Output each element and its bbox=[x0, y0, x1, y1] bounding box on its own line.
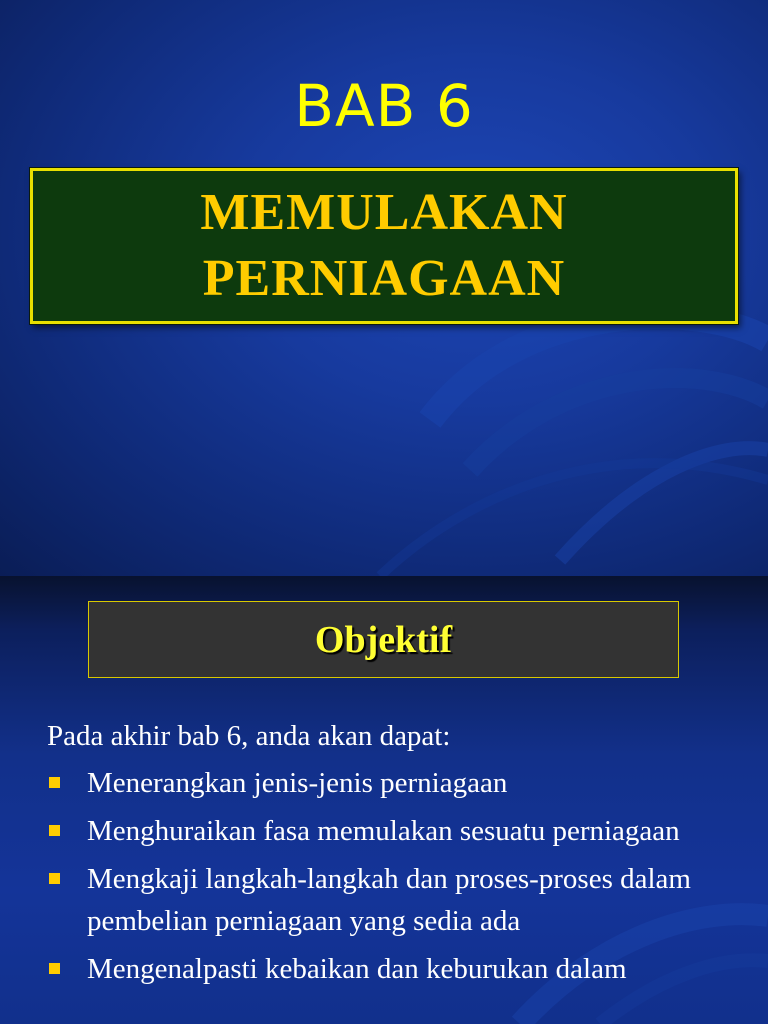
list-item bbox=[47, 762, 727, 804]
bullet-square-icon bbox=[49, 825, 60, 836]
chapter-title: BAB 6 bbox=[294, 72, 474, 140]
list-item-text: Menerangkan jenis-jenis perniagaan bbox=[87, 767, 508, 799]
title-line-1: MEMULAKAN bbox=[200, 184, 568, 241]
bullet-square-icon bbox=[49, 777, 60, 788]
title-line-2: PERNIAGAAN bbox=[202, 250, 566, 307]
slide-2 bbox=[0, 576, 768, 1024]
list-item bbox=[47, 948, 727, 990]
list-item bbox=[47, 810, 727, 852]
bullet-square-icon bbox=[49, 963, 60, 974]
objectives-list bbox=[47, 716, 727, 996]
title-box bbox=[30, 168, 738, 324]
list-item-text: Mengenalpasti kebaikan dan keburukan dalam bbox=[87, 953, 627, 985]
list-item-text: Mengkaji langkah-langkah dan proses-proses dalam pembelian perniagaan yang sedia ada bbox=[87, 863, 691, 937]
list-item bbox=[47, 858, 727, 942]
list-item-text: Menghuraikan fasa memulakan sesuatu perniagaan bbox=[87, 815, 680, 847]
objektif-heading: Objektif bbox=[314, 618, 453, 661]
intro-text: Pada akhir bab 6, anda akan dapat: bbox=[47, 720, 451, 752]
bullet-square-icon bbox=[49, 873, 60, 884]
objektif-box bbox=[88, 601, 679, 678]
